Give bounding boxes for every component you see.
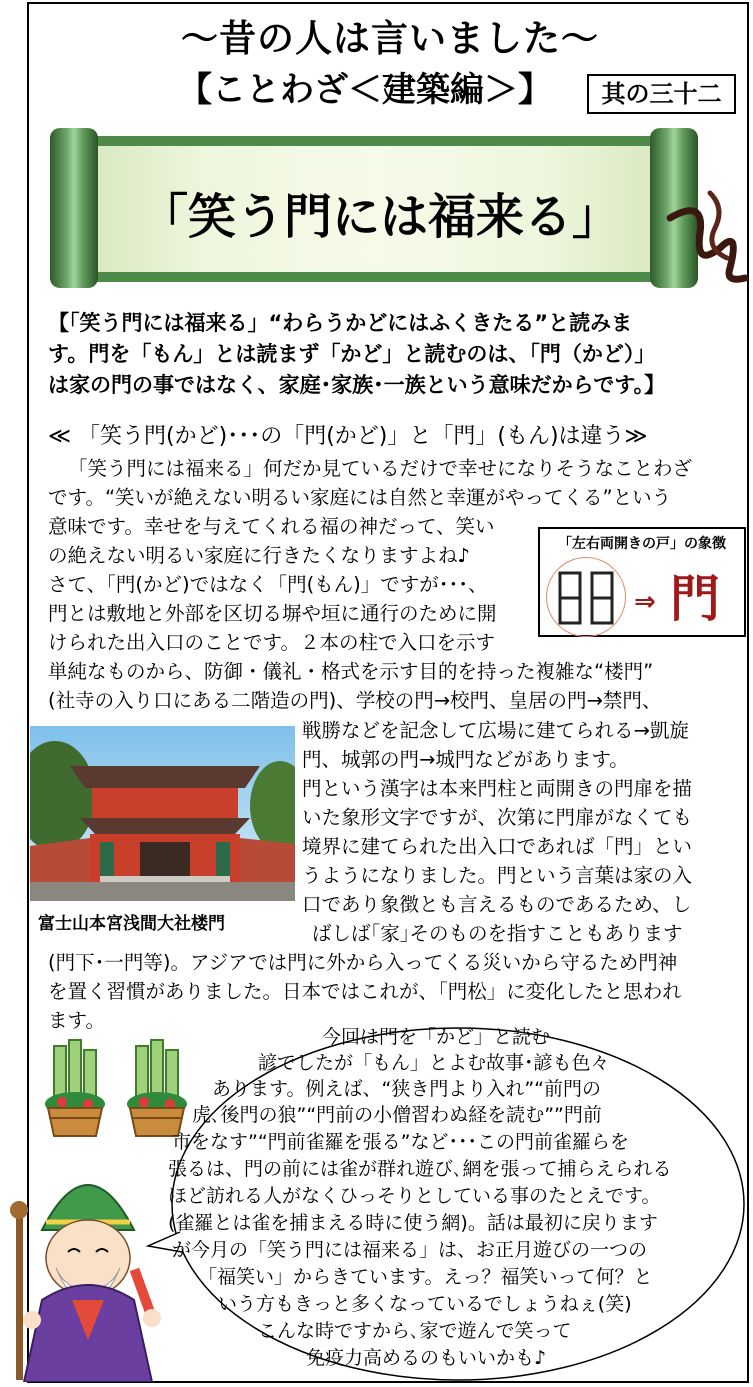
balloon-line: あります。例えば、“狭き門より入れ”“前門の: [212, 1078, 602, 1100]
balloon-line: (雀羅とは雀を捕まえる時に使う網)。話は最初に戻ります: [168, 1212, 658, 1234]
balloon-line: 今回は門を「かど」と読む: [322, 1026, 551, 1048]
body-line: ばしば｢家｣そのものを指すこともあります: [312, 922, 683, 945]
body-line: 門とは敷地と外部を区切る塀や垣に通行のために開: [48, 602, 497, 625]
body-line: 意味です。幸せを与えてくれる福の神だって、笑い: [48, 515, 495, 538]
page-title: ～昔の人は言いました～: [181, 17, 599, 60]
balloon-line: 諺でしたが「もん」とよむ故事･諺も色々: [258, 1052, 610, 1074]
body-line: いた象形文字ですが、次第に門扉がなくても: [302, 806, 693, 829]
page-subtitle: 【ことわざ＜建築編＞】: [178, 70, 552, 110]
section-heading: ≪ 「笑う門(かど)･･･の「門(かど)」と「門」(もん)は違う≫: [48, 424, 648, 449]
scroll-roll-left: [50, 128, 98, 288]
balloon-line: 市をなす”“門前雀羅を張る”など･･･この門前雀羅らを: [172, 1131, 630, 1153]
issue-number-badge: 其の三十二: [587, 74, 736, 114]
balloon-line: ほど訪れる人がなくひっそりとしている事のたとえです。: [168, 1185, 661, 1207]
body-line: ます。: [48, 1009, 105, 1032]
mon-kanji: 門: [670, 570, 720, 628]
intro-line: は家の門の事ではなく、家庭･家族･一族という意味だからです。】: [48, 373, 666, 397]
balloon-line: こんな時ですから､家で遊んで笑って: [258, 1320, 572, 1342]
body-line: さて、「門(かど)ではなく「門(もん)」ですが･･･、: [48, 573, 488, 596]
shrine-gate-illustration: [30, 726, 295, 901]
body-line: を置く習慣がありました。日本ではこれが、「門松」に変化したと思われ: [48, 980, 682, 1003]
gate-doors-icon: [556, 567, 616, 629]
intro-paragraph: [48, 308, 738, 401]
kanji-origin-box: [538, 527, 746, 637]
body-line: 「笑う門には福来る」何だか見ているだけで幸せになりそうなことわざ: [68, 457, 693, 480]
kadomatsu-icon: [40, 1038, 110, 1138]
kanji-box-caption: 「左右両開きの戸」の象徴: [558, 536, 726, 552]
body-line: 口であり象徴とも言えるものであるため、し: [302, 893, 692, 916]
photo-caption: 富士山本宮浅間大社楼門: [38, 914, 225, 934]
balloon-line: 張るは、門の前には雀が群れ遊び､網を張って捕らえられる: [168, 1158, 672, 1180]
body-line: うようになりました。門という言葉は家の入: [302, 864, 693, 887]
body-line: 単純なものから、防御・儀礼・格式を示す目的を持った複雑な“楼門”: [48, 660, 654, 683]
body-line: 境界に建てられた出入口であれば「門」とい: [302, 835, 693, 858]
body-line: 門、城郭の門→城門などがあります。: [302, 748, 629, 771]
balloon-line: 「福笑い」からきています。えっ？福笑いって何？と: [198, 1266, 653, 1288]
balloon-line: 虎､後門の狼”“門前の小僧習わぬ経を読む””門前: [192, 1104, 602, 1126]
arrow-icon: ⇒: [634, 587, 656, 617]
scroll-tassel-icon: [665, 188, 753, 288]
lucky-god-character-icon: [2, 1150, 172, 1382]
proverb-title: 「笑う門には福来る」: [139, 189, 620, 245]
balloon-line: が今月の「笑う門には福来る」は、お正月遊びの一つの: [172, 1239, 648, 1261]
balloon-line: いう方もきっと多くなっているでしょうねぇ(笑): [218, 1293, 632, 1315]
body-line: です。“笑いが絶えない明るい家庭には自然と幸運がやってくる”という: [48, 486, 672, 509]
body-line: けられた出入口のことです。２本の柱で入口を示す: [48, 631, 495, 654]
shrine-gate-photo: [30, 726, 295, 901]
balloon-line: 免疫力高めるのもいいかも♪: [306, 1347, 547, 1369]
body-line: 戦勝などを記念して広場に建てられる→凱旋: [302, 719, 689, 742]
intro-line: 【「笑う門には福来る」“わらうかどにはふくきたる”と読みま: [48, 311, 633, 335]
body-line: の絶えない明るい家庭に行きたくなりますよね♪: [48, 544, 470, 567]
intro-line: す。門を「もん」とは読まず「かど」と読むのは、「門（かど）」: [48, 342, 656, 366]
body-line: 門という漢字は本来門柱と両開きの門扉を描: [302, 777, 693, 800]
body-line: (門下･一門等)。アジアでは門に外から入ってくる災いから守るため門神: [48, 951, 678, 974]
body-line: (社寺の入り口にある二階造の門)、学校の門→校門、皇居の門→禁門、: [48, 689, 662, 712]
